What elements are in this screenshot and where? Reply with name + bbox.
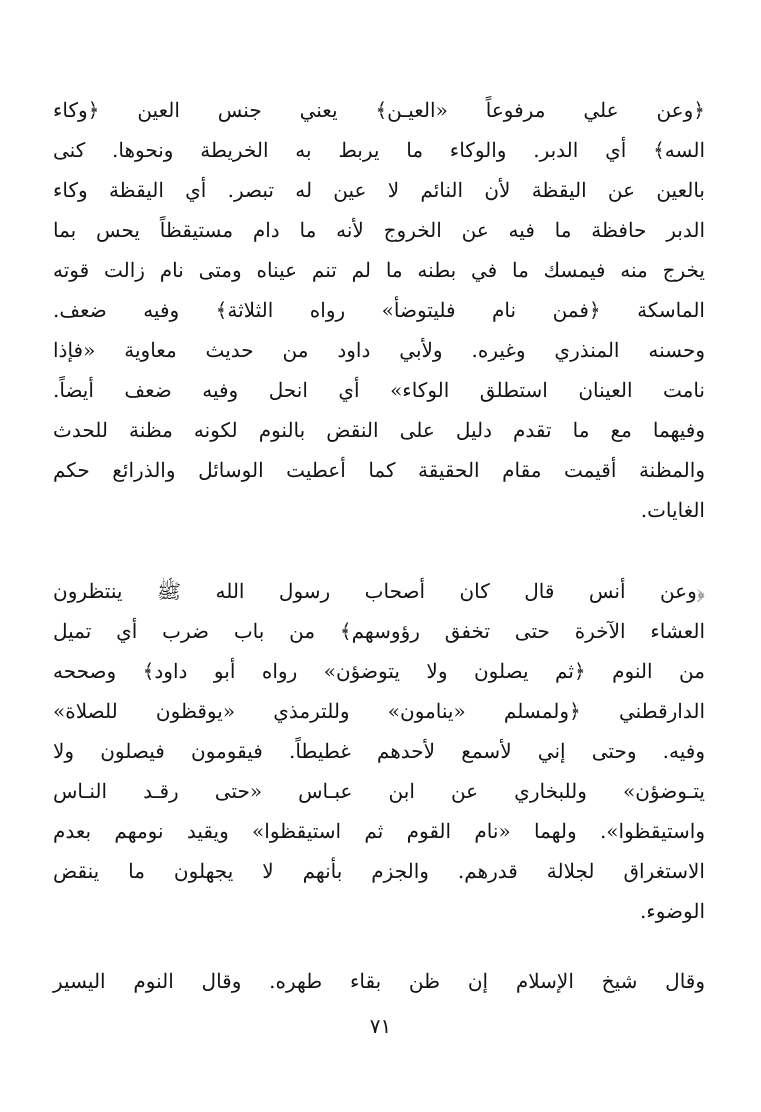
text-line: والمظنة أقيمت مقام الحقيقة كما أعطيت الوسائل والذرائع حكم: [53, 458, 705, 482]
text-line: وحسنه المنذري وغيره. ولأبي داود من حديث معاوية «فإذا: [53, 338, 705, 362]
text-line: وقال شيخ الإسلام إن ظن بقاء طهره. وقال النوم اليسير: [53, 969, 705, 993]
text-line: الدبر حافظة ما فيه عن الخروج لأنه ما دام مستيقظاً يحس بما: [53, 218, 705, 242]
text-line: ﴿وعن علي مرفوعاً «العيـن﴾ يعني جنس العين ﴿وكاء: [53, 98, 705, 122]
paragraph-shaykh-al-islam: [53, 961, 705, 1001]
text-line: واستيقظوا». ولهما «نام القوم ثم استيقظوا» ويقيد نومهم بعدم: [53, 819, 705, 843]
text-line: الدارقطني ﴿ولمسلم «ينامون» وللترمذي «يوقظون للصلاة»: [53, 699, 705, 723]
text-line: السه﴾ أي الدبر. والوكاء ما يربط به الخريطة ونحوها. كنى: [53, 138, 705, 162]
text-line: الاستغراق لجلالة قدرهم. والجزم بأنهم لا يجهلون ما ينقض: [53, 859, 705, 883]
text-line: ﴿وعن أنس قال كان أصحاب رسول الله ﷺ ينتظرون: [53, 579, 705, 603]
text-line: العشاء الآخرة حتى تخفق رؤوسهم﴾ من باب ضرب أي تميل: [53, 619, 705, 643]
text-line: من النوم ﴿ثم يصلون ولا يتوضؤن» رواه أبو داود﴾ وصححه: [53, 659, 705, 683]
text-line: الوضوء.: [639, 899, 705, 923]
text-line: بالعين عن اليقظة لأن النائم لا عين له تبصر. أي اليقظة وكاء: [53, 178, 705, 202]
paragraph-anas-hadith: [53, 571, 705, 931]
text-line: وفيه. وحتى إني لأسمع لأحدهم غطيطاً. فيقومون فيصلون ولا: [53, 739, 705, 763]
text-line: وفيهما مع ما تقدم دليل على النقض بالنوم لكونه مظنة للحدث: [53, 418, 706, 442]
text-line: يخرج منه فيمسك ما في بطنه ما لم تنم عيناه ومتى نام زالت قوته: [53, 258, 705, 282]
paragraph-ali-hadith: [53, 90, 705, 530]
text-line: الغايات.: [640, 498, 705, 522]
text-line: الماسكة ﴿فمن نام فليتوضأ» رواه الثلاثة﴾ وفيه ضعف.: [53, 298, 705, 322]
page-number: ٧١: [369, 1014, 392, 1038]
text-line: نامت العينان استطلق الوكاء» أي انحل وفيه ضعف أيضاً.: [53, 378, 705, 402]
text-line: يتـوضؤن» وللبخاري عن ابن عبـاس «حتى رقـد النـاس: [53, 779, 705, 803]
